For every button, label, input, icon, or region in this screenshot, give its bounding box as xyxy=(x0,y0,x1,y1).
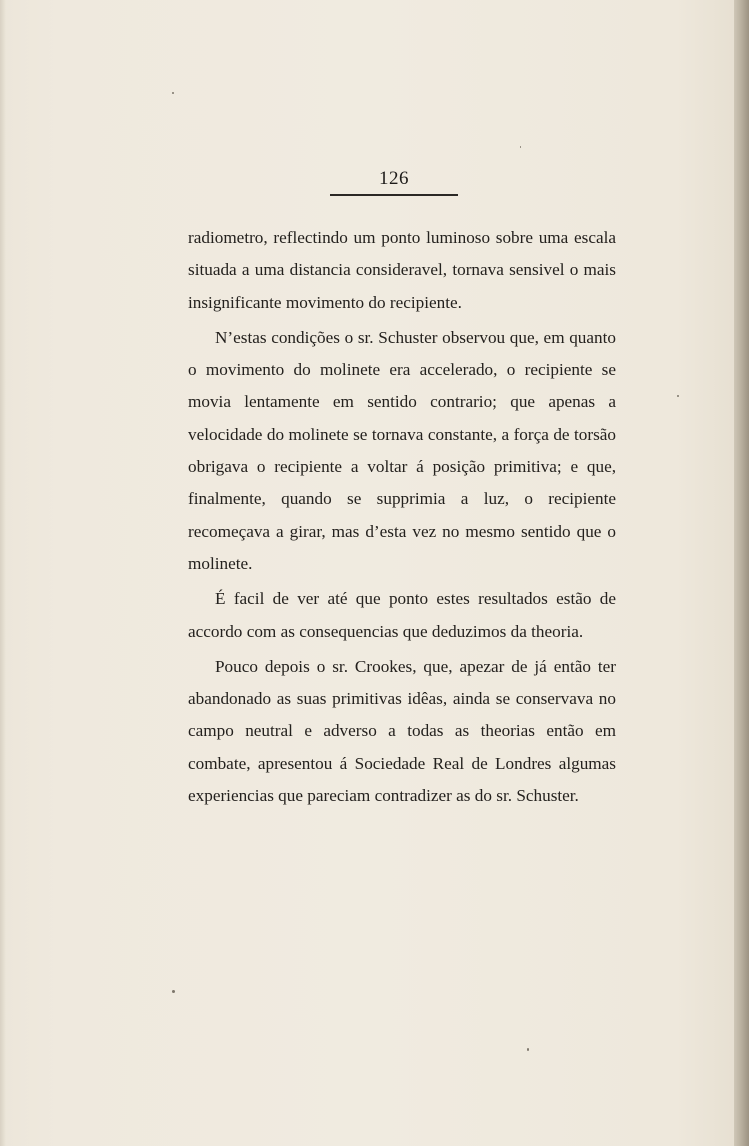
body-text xyxy=(188,222,616,812)
paper-speck xyxy=(172,990,175,993)
paper-speck xyxy=(172,92,174,94)
page-edge xyxy=(734,0,749,1146)
paragraph-4: Pouco depois o sr. Crookes, que, apezar de já então ter abandonado as suas primitivas idêas, ainda se conservava no campo neutral e adverso a todas as theorias então em combate, apresentou á Sociedade Real de Londres algumas experiencias que pareciam contradizer as do sr. Schuster. xyxy=(188,656,616,806)
paragraph-2: N’estas condições o sr. Schuster observou que, em quanto o movimento do molinete era accelerado, o recipiente se movia lentamente em sentido contrario; que apenas a velocidade do molinete se tornava constante, a força de torsão obrigava o recipiente a voltar á posição primitiva; e que, finalmente, quando se supprimia a luz, o recipiente recomeçava a girar, mas d’esta vez no mesmo sentido que o molinete. xyxy=(188,327,616,573)
paper-speck xyxy=(677,395,679,397)
page-header xyxy=(330,166,458,196)
paper-speck xyxy=(520,146,521,148)
header-rule xyxy=(330,194,458,196)
paragraph-3: É facil de ver até que ponto estes resultados estão de accordo com as consequencias que deduzimos da theoria. xyxy=(188,589,616,641)
page-number: 126 xyxy=(379,168,409,189)
paragraph-1: radiometro, reflectindo um ponto luminoso sobre uma escala situada a uma distancia consideravel, tornava sensivel o mais insignificante movimento do recipiente. xyxy=(188,228,616,312)
paper-speck xyxy=(527,1048,529,1051)
page-gutter-shadow xyxy=(0,0,6,1146)
